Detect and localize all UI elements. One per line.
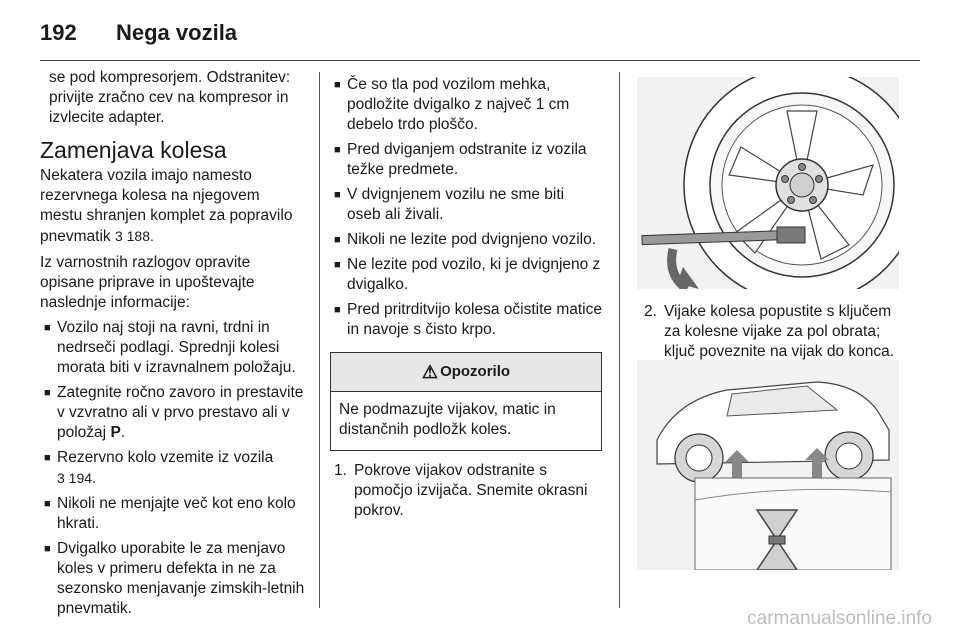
column-divider-1	[319, 72, 320, 608]
list-item: ■ Če so tla pod vozilom mehka, podložite dvigalko z največ 1 cm debelo trdo ploščo.	[334, 76, 570, 133]
car-jack-illustration	[637, 360, 899, 570]
watermark: carmanualsonline.info	[747, 608, 932, 629]
warning-header	[331, 353, 601, 392]
list-item: ■ Ne lezite pod vozilo, ki je dvignjeno z dvigalko.	[334, 256, 601, 293]
wheel-illustration	[637, 77, 899, 289]
bullet-square-icon: ■	[334, 79, 341, 91]
step-text: Vijake kolesa popustite s ključem za kolesne vijake za pol obrata; ključ poveznite na vijak do konca.	[664, 303, 895, 360]
bullet-square-icon: ■	[334, 189, 341, 201]
list-item: ■ Pred pritrditvijo kolesa očistite matice in navoje s čisto krpo.	[334, 301, 602, 338]
bullet-square-icon: ■	[44, 498, 51, 510]
step-number: 1.	[334, 462, 347, 479]
warning-triangle-icon: ⚠	[421, 362, 439, 382]
list-item: ■ Nikoli ne lezite pod dvignjeno vozilo.	[334, 231, 597, 248]
wheel-wrench-drawing	[637, 77, 899, 289]
page-reference[interactable]: 3 194.	[57, 470, 96, 486]
step-item	[330, 461, 602, 521]
bullet-square-icon: ■	[334, 234, 341, 246]
header-divider	[40, 60, 920, 61]
paragraph-safety: Iz varnostnih razlogov opravite opisane priprave in upoštevajte naslednje informacije:	[40, 254, 255, 311]
bullet-square-icon: ■	[44, 322, 51, 334]
warning-title: Opozorilo	[440, 363, 511, 380]
list-item: ■ Nikoli ne menjajte več kot eno kolo hkrati.	[44, 495, 296, 532]
column-1	[40, 68, 305, 619]
page-reference[interactable]: 3 188.	[114, 228, 154, 244]
section-heading: Zamenjava kolesa	[40, 137, 227, 163]
list-item: ■ Vozilo naj stoji na ravni, trdni in nedrseči podlagi. Sprednji kolesi morata biti v izravnalnem položaju.	[44, 319, 296, 376]
list-item: ■ Rezervno kolo vzemite iz vozila 3 194.	[44, 449, 274, 486]
steps-list-2	[640, 302, 910, 362]
bullet-square-icon: ■	[44, 387, 51, 399]
gear-position-label: P	[110, 424, 121, 441]
bullet-square-icon: ■	[334, 259, 341, 271]
bullet-square-icon: ■	[334, 144, 341, 156]
column-divider-2	[619, 72, 620, 608]
paragraph-repair-kit	[40, 166, 305, 247]
column-2	[330, 75, 602, 521]
bullet-square-icon: ■	[44, 452, 51, 464]
jack-safety-list	[330, 75, 602, 340]
step-number: 2.	[644, 303, 657, 320]
chapter-title: Nega vozila	[116, 20, 238, 45]
bullet-square-icon: ■	[44, 543, 51, 555]
warning-text: Ne podmazujte vijakov, matic in distančnih podložk koles.	[339, 401, 556, 438]
page-number: 192	[40, 20, 77, 45]
bullet-square-icon: ■	[334, 304, 341, 316]
safety-list	[40, 318, 305, 619]
car-jack-drawing	[637, 360, 899, 570]
list-item: ■ Zategnite ročno zavoro in prestavite v vzvratno ali v prvo prestavo ali v položaj P.	[44, 384, 304, 441]
step-text: Pokrove vijakov odstranite s pomočjo izvijača. Snemite okrasni pokrov.	[354, 462, 588, 519]
page-header	[40, 14, 920, 50]
steps-list	[330, 461, 602, 521]
intro-paragraph: se pod kompresorjem. Odstranitev: privijte zračno cev na kompresor in izvlecite adapter.	[49, 69, 291, 126]
list-item: ■ Dvigalko uporabite le za menjavo koles v primeru defekta in ne za sezonsko menjavanje zimskih-letnih pnevmatik.	[44, 540, 305, 617]
list-item: ■ Pred dviganjem odstranite iz vozila težke predmete.	[334, 141, 587, 178]
paragraph-repair-kit-text: Nekatera vozila imajo namesto rezervnega kolesa na njegovem mestu shranjen komplet za popravilo pnevmatik	[40, 167, 293, 245]
warning-box	[330, 352, 602, 451]
step-item-2	[640, 302, 910, 362]
list-item: ■ V dvignjenem vozilu ne sme biti oseb ali živali.	[334, 186, 565, 223]
step-item	[640, 302, 910, 362]
